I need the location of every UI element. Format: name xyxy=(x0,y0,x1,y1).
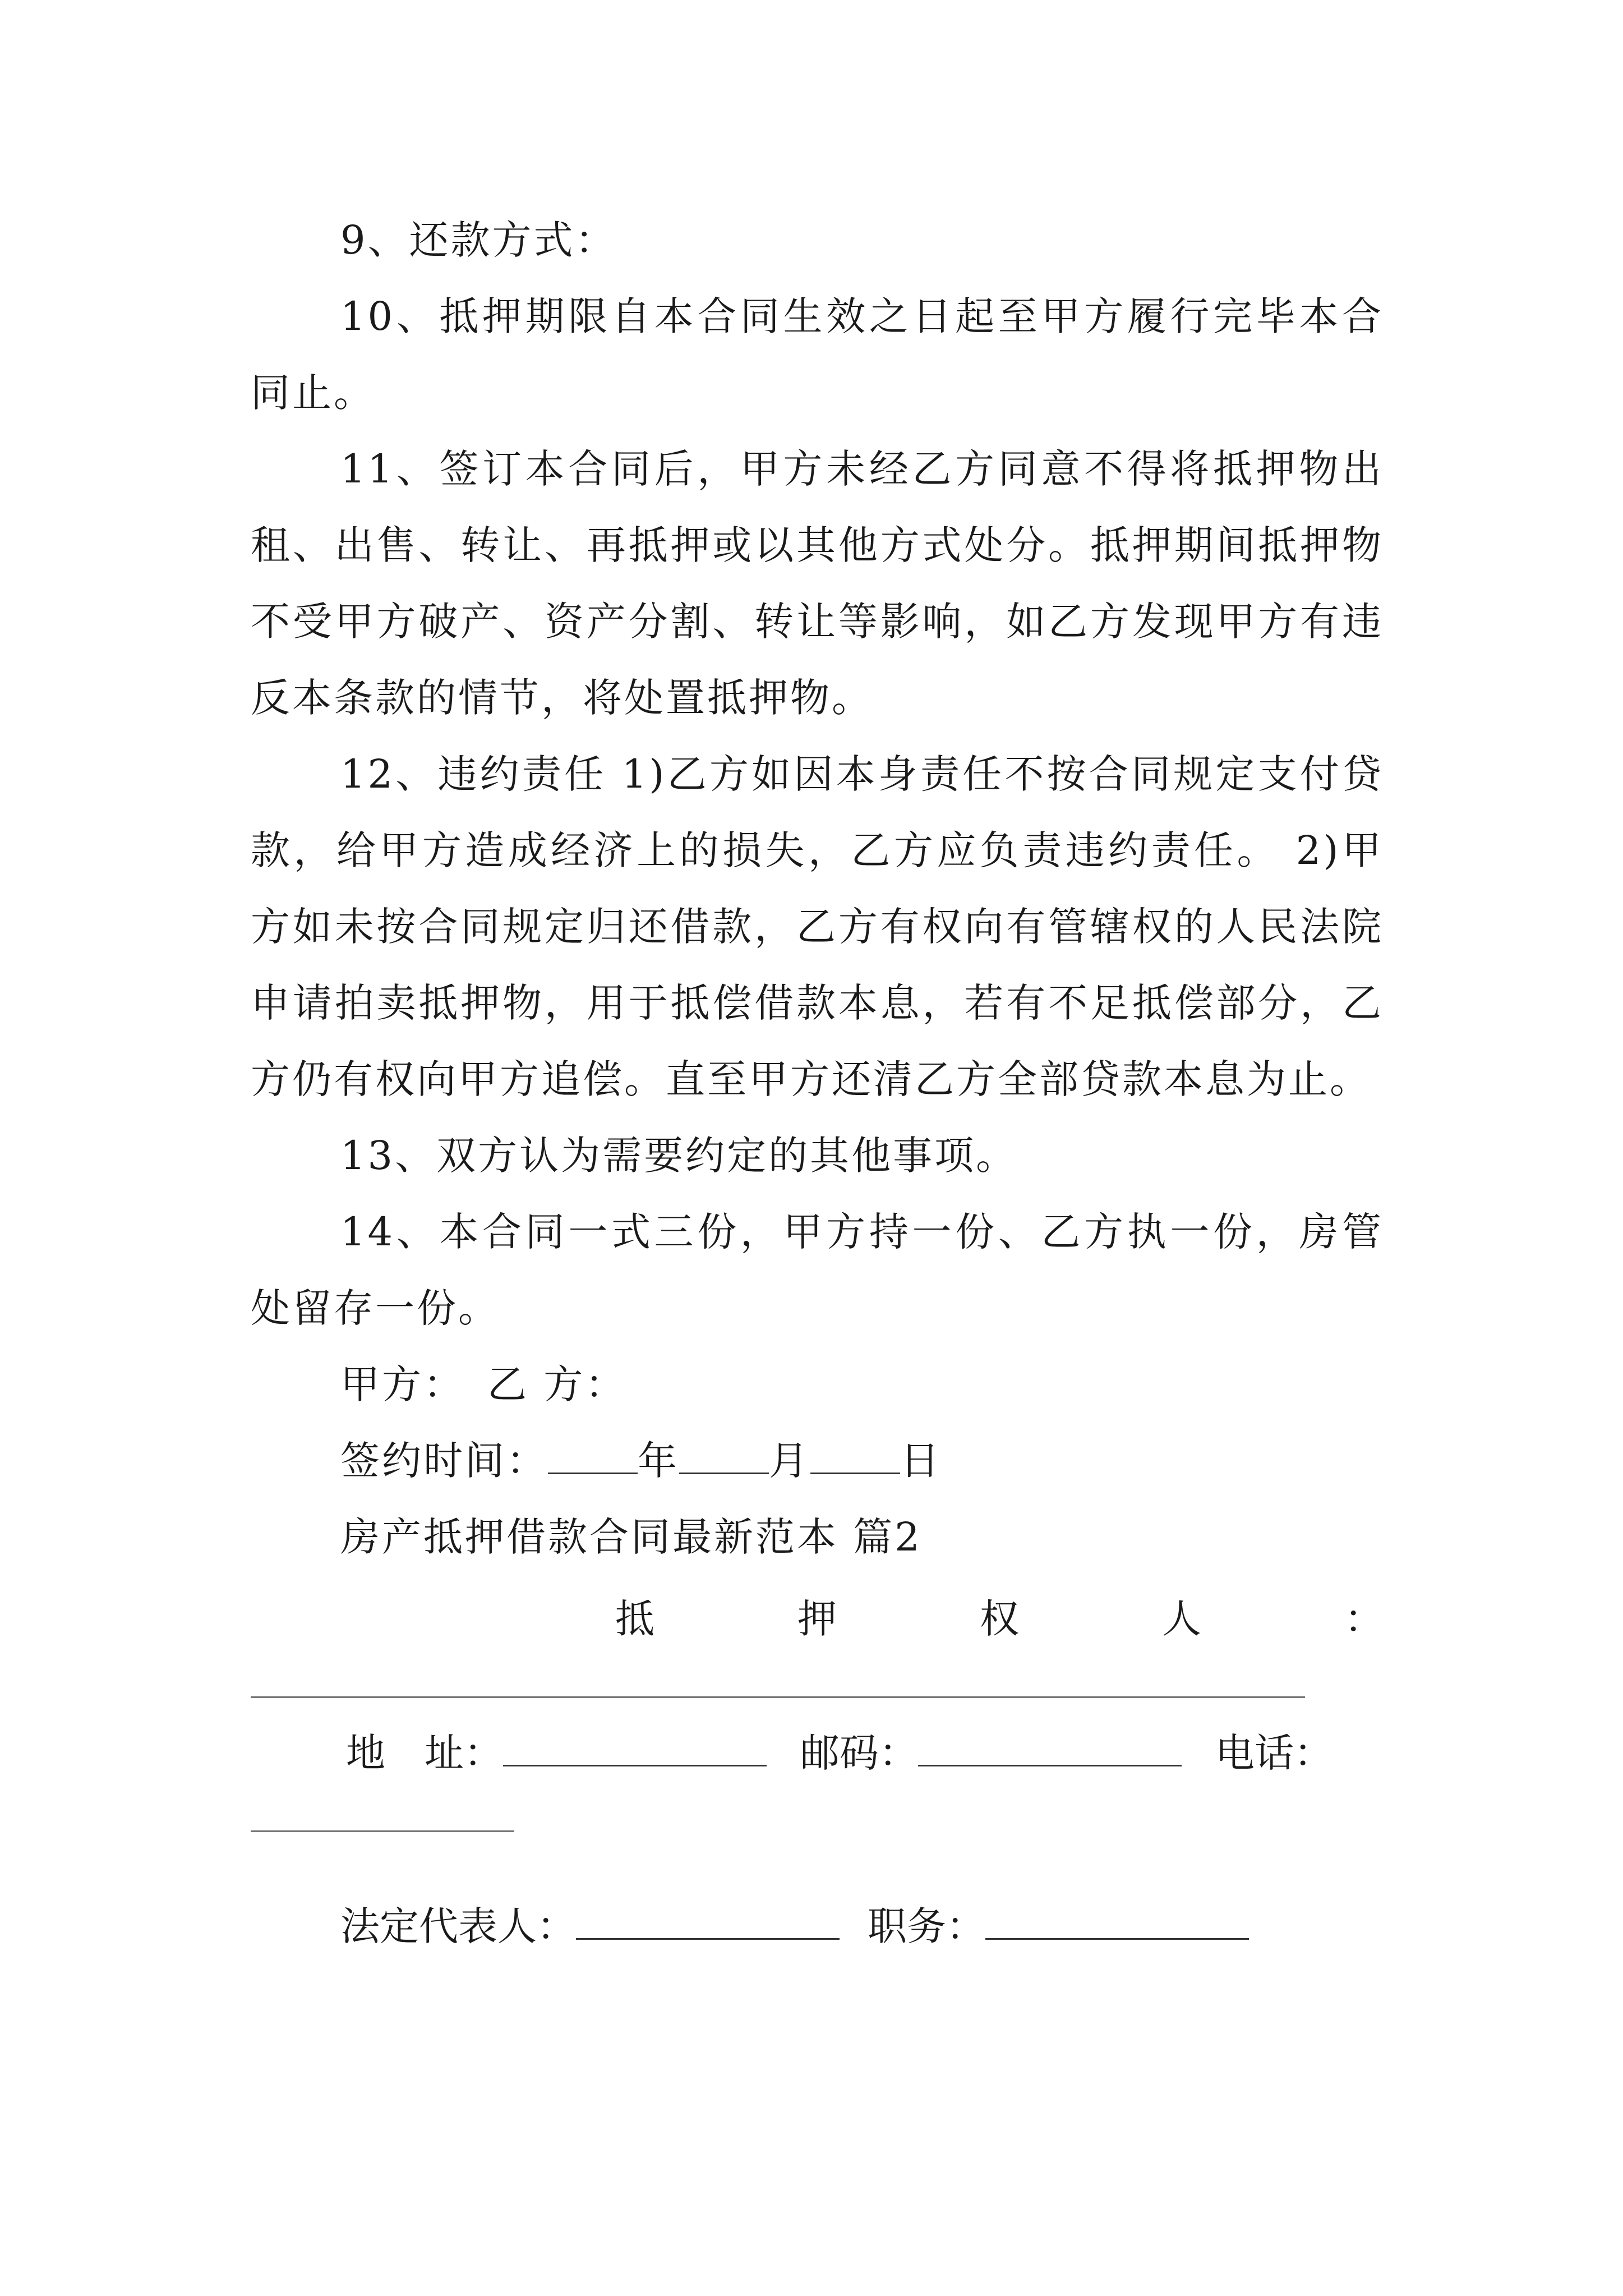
clause-14: 14、本合同一式三份，甲方持一份、乙方执一份，房管处留存一份。 xyxy=(251,1209,1384,1331)
rep-label: 法定代表人： xyxy=(340,1903,576,1949)
section-heading: 房产抵押借款合同最新范本 篇2 xyxy=(340,1514,922,1560)
clause-12: 12、违约责任 1)乙方如因本身责任不按合同规定支付贷款，给甲方造成经济上的损失，乙方应负责违约责任。 2)甲方如未按合同规定归还借款，乙方有权向有管辖权的人民法院申请拍卖抵押物，用于抵偿借款本息，若有不足抵偿部分，乙方仍有权向甲方追偿。直至甲方还清乙方全部贷款本息为止。 xyxy=(251,751,1384,1102)
rep-blank xyxy=(576,1904,840,1940)
address-label: 地 址： xyxy=(346,1730,503,1776)
party-b-label: 乙 方： xyxy=(487,1361,627,1407)
mortgagee-colon: ： xyxy=(1344,1596,1384,1642)
postcode-blank xyxy=(918,1731,1182,1766)
day-blank xyxy=(810,1439,900,1474)
month-label: 月 xyxy=(769,1438,810,1484)
document-page xyxy=(251,202,1384,1964)
day-label: 日 xyxy=(900,1438,942,1484)
mortgagee-line xyxy=(251,1581,1384,1657)
sign-date-label: 签约时间： xyxy=(340,1438,548,1484)
mortgagee-char-3: 权 xyxy=(980,1596,1019,1642)
party-signature-line xyxy=(251,1346,1384,1423)
phone-label: 电话： xyxy=(1215,1730,1333,1776)
phone-fill-line xyxy=(251,1830,514,1832)
sign-date-line xyxy=(251,1423,1384,1499)
mortgagee-fill-line xyxy=(251,1696,1305,1698)
clause-11: 11、签订本合同后，甲方未经乙方同意不得将抵押物出租、出售、转让、再抵押或以其他方式处分。抵押期间抵押物不受甲方破产、资产分割、转让等影响，如乙方发现甲方有违反本条款的情节，将处置抵押物。 xyxy=(251,446,1384,721)
title-blank xyxy=(985,1904,1249,1940)
clause-13: 13、双方认为需要约定的其他事项。 xyxy=(340,1133,1018,1179)
month-blank xyxy=(679,1439,769,1474)
contact-line xyxy=(251,1715,1384,1791)
party-a-label: 甲方： xyxy=(340,1361,465,1407)
clause-10: 10、抵押期限自本合同生效之日起至甲方履行完毕本合同止。 xyxy=(251,293,1384,416)
mortgagee-char-1: 抵 xyxy=(615,1596,654,1642)
title-label: 职务： xyxy=(868,1903,985,1949)
address-blank xyxy=(503,1731,767,1766)
postcode-label: 邮码： xyxy=(800,1730,918,1776)
clause-9: 9、还款方式： xyxy=(340,217,617,263)
year-label: 年 xyxy=(638,1438,679,1484)
mortgagee-char-2: 押 xyxy=(797,1596,837,1642)
mortgagee-char-4: 人 xyxy=(1162,1596,1201,1642)
representative-line xyxy=(251,1888,1384,1964)
year-blank xyxy=(548,1439,638,1474)
